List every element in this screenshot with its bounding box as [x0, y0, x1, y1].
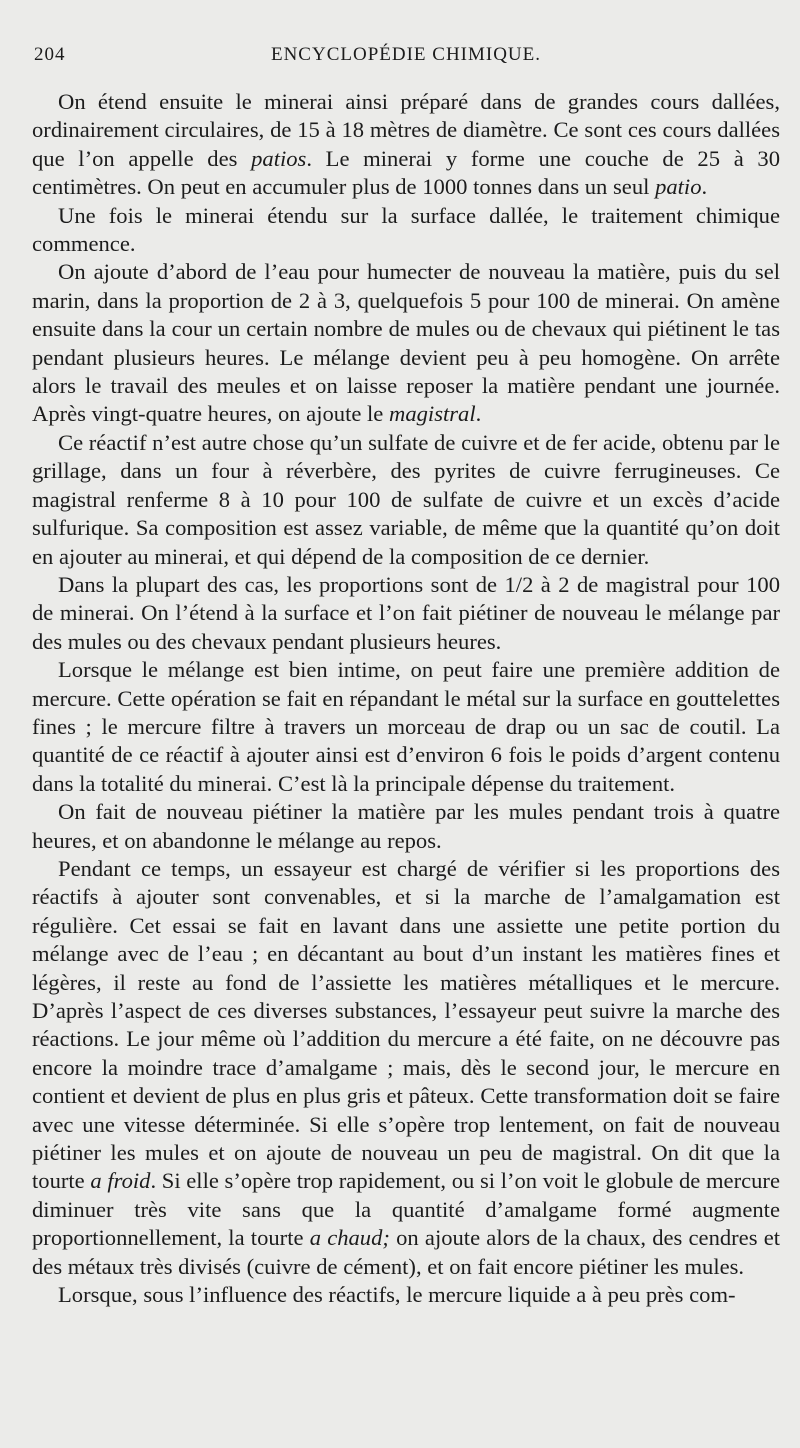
- paragraph: Pendant ce temps, un essayeur est chargé de vérifier si les proportions des réactifs à ajouter sont convenables, et si la marche de l’amalgamation est régulière. Cet essai se fait en lavant dans une assiette une petite portion du mélange avec de l’eau ; en décantant au bout d’un instant les matières fines et légères, il reste au fond de l’assiette les matières métalliques et le mercure. D’après l’aspect de ces diverses substances, l’essayeur peut suivre la marche des réactions. Le jour même où l’addition du mercure a été faite, on ne découvre pas encore la moindre trace d’amalgame ; mais, dès le second jour, le mercure en contient et devient de plus en plus gris et pâteux. Cette transformation doit se faire avec une vitesse déterminée. Si elle s’opère trop lentement, on fait de nouveau piétiner les mules et on ajoute de nouveau un peu de magistral. On dit que la tourte a froid. Si elle s’opère trop rapidement, ou si l’on voit le globule de mercure diminuer très vite sans que la quantité d’amalgame formé augmente proportionnellement, la tourte a chaud; on ajoute alors de la chaux, des cendres et des métaux très divisés (cuivre de cément), et on fait encore piétiner les mules.: [32, 855, 781, 1279]
- paragraph: Dans la plupart des cas, les proportions sont de 1/2 à 2 de magistral pour 100 de minerai. On l’étend à la surface et l’on fait piétiner de nouveau le mélange par des mules ou des chevaux pendant plusieurs heures.: [32, 571, 780, 654]
- body-text: [32, 88, 780, 1309]
- paragraph: On ajoute d’abord de l’eau pour humecter de nouveau la matière, puis du sel marin, dans la proportion de 2 à 3, quelquefois 5 pour 100 de minerai. On amène ensuite dans la cour un certain nombre de mules ou de chevaux qui piétinent le tas pendant plusieurs heures. Le mélange devient peu à peu homogène. On arrête alors le travail des meules et on laisse reposer la matière pendant une journée. Après vingt-quatre heures, on ajoute le magistral.: [32, 259, 780, 427]
- paragraph: On étend ensuite le minerai ainsi préparé dans de grandes cours dallées, ordinairement circulaires, de 15 à 18 mètres de diamètre. Ce sont ces cours dallées que l’on appelle des patios. Le minerai y forme une couche de 25 à 30 centimètres. On peut en accumuler plus de 1000 tonnes dans un seul patio.: [32, 89, 780, 200]
- page-number: 204: [34, 44, 66, 65]
- running-title: ENCYCLOPÉDIE CHIMIQUE.: [270, 44, 542, 65]
- italic-term: a froid: [90, 1168, 151, 1194]
- italic-term: a chaud;: [309, 1225, 390, 1251]
- italic-term: patios: [251, 145, 307, 171]
- paragraph: Lorsque le mélange est bien intime, on peut faire une première addition de mercure. Cette opération se fait en répandant le métal sur la surface en gouttelettes fines ; le mercure filtre à travers un morceau de drap ou un sac de coutil. La quantité de ce réactif à ajouter ainsi est d’environ 6 fois le poids d’argent contenu dans la totalité du minerai. C’est là la principale dépense du traitement.: [32, 657, 780, 796]
- paragraph: On fait de nouveau piétiner la matière par les mules pendant trois à quatre heures, et on abandonne le mélange au repos.: [32, 799, 780, 853]
- paragraph: Ce réactif n’est autre chose qu’un sulfate de cuivre et de fer acide, obtenu par le grillage, dans un four à réverbère, des pyrites de cuivre ferrugineuses. Ce magistral renferme 8 à 10 pour 100 de sulfate de cuivre et un excès d’acide sulfurique. Sa composition est assez variable, de même que la quantité qu’on doit en ajouter au minerai, et qui dépend de la composition de ce dernier.: [32, 429, 780, 569]
- italic-term: magistral: [389, 401, 476, 427]
- page-header: [32, 44, 780, 72]
- paragraph: Lorsque, sous l’influence des réactifs, le mercure liquide a à peu près com-: [58, 1282, 736, 1308]
- italic-term: patio: [655, 174, 702, 200]
- paragraph: Une fois le minerai étendu sur la surface dallée, le traitement chimique commence.: [32, 202, 780, 257]
